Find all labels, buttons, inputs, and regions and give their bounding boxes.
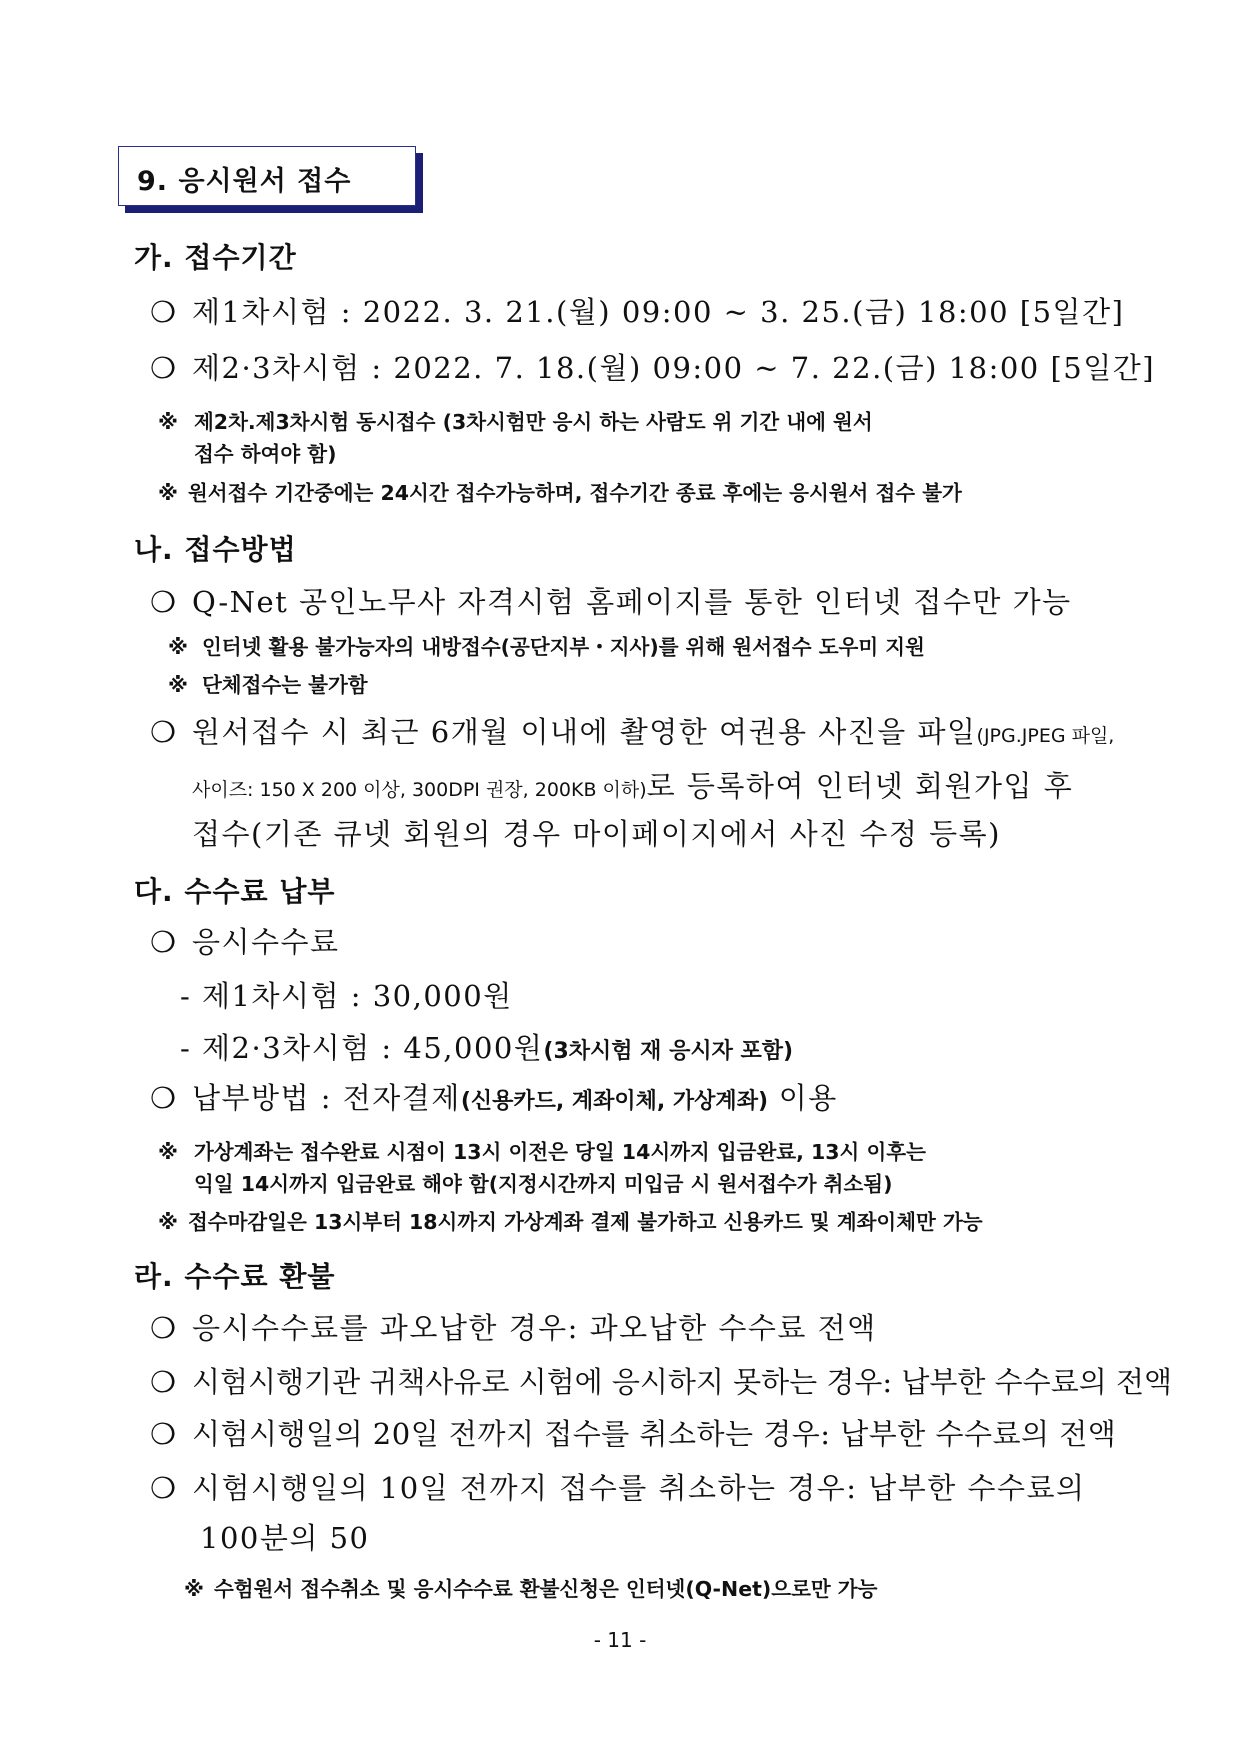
heading-fee-refund: 라. 수수료 환불 (134, 1260, 336, 1293)
refund-item-20days: ❍ 시험시행일의 20일 전까지 접수를 취소하는 경우: 납부한 수수료의 전액 (150, 1417, 1117, 1451)
note-24h: ※ 원서접수 기간중에는 24시간 접수가능하며, 접수기간 종료 후에는 응시원서 접수 불가 (158, 481, 962, 505)
reference-mark-icon: ※ (158, 1210, 178, 1234)
circle-bullet-icon: ❍ (150, 295, 178, 329)
section-title-box (118, 146, 416, 206)
note-simultaneous: ※ 제2차.제3차시험 동시접수 (3차시험만 응시 하는 사람도 위 기간 내에 원서 (158, 410, 873, 434)
note-no-group: ※ 단체접수는 불가함 (168, 673, 368, 697)
circle-bullet-icon: ❍ (150, 715, 178, 749)
heading-application-method: 나. 접수방법 (134, 533, 297, 566)
list-item-photo-cont: 사이즈: 150 X 200 이상, 300DPI 권장, 200KB 이하)로 등록하여 인터넷 회원가입 후 (192, 769, 1074, 803)
note-virtual-account-cont: 익일 14시까지 입금완료 해야 함(지정시간까지 미입금 시 원서접수가 취소됨) (194, 1172, 893, 1196)
heading-fee-payment: 다. 수수료 납부 (134, 875, 336, 908)
circle-bullet-icon: ❍ (150, 351, 178, 385)
reference-mark-icon: ※ (158, 1140, 178, 1164)
note-virtual-account: ※ 가상계좌는 접수완료 시점이 13시 이전은 당일 14시까지 입금완료, 13시 이후는 (158, 1140, 926, 1164)
refund-item-10days: ❍ 시험시행일의 10일 전까지 접수를 취소하는 경우: 납부한 수수료의 (150, 1471, 1086, 1505)
reference-mark-icon: ※ (168, 635, 188, 659)
circle-bullet-icon: ❍ (150, 1311, 178, 1345)
list-item-exam-fee: ❍ 응시수수료 (150, 925, 340, 959)
section-title: 9. 응시원서 접수 (137, 166, 352, 197)
note-visit-help: ※ 인터넷 활용 불가능자의 내방접수(공단지부・지사)를 위해 원서접수 도우미 지원 (168, 635, 925, 659)
note-refund-online: ※ 수험원서 접수취소 및 응시수수료 환불신청은 인터넷(Q-Net)으로만 가능 (184, 1577, 878, 1601)
list-item-photo: ❍ 원서접수 시 최근 6개월 이내에 촬영한 여권용 사진을 파일(JPG.JPEG 파일, (150, 715, 1115, 749)
fee-exam23: - 제2·3차시험 : 45,000원(3차시험 재 응시자 포함) (180, 1031, 794, 1065)
circle-bullet-icon: ❍ (150, 1365, 176, 1399)
note-deadline-day: ※ 접수마감일은 13시부터 18시까지 가상계좌 결제 불가하고 신용카드 및 계좌이체만 가능 (158, 1210, 983, 1234)
circle-bullet-icon: ❍ (150, 925, 178, 959)
list-item-photo-cont2: 접수(기존 큐넷 회원의 경우 마이페이지에서 사진 수정 등록) (192, 817, 1001, 851)
circle-bullet-icon: ❍ (150, 1417, 177, 1451)
list-item-exam23-period: ❍ 제2·3차시험 : 2022. 7. 18.(월) 09:00 ~ 7. 22.(금) 18:00 [5일간] (150, 351, 1156, 385)
reference-mark-icon: ※ (158, 481, 178, 505)
refund-item-overpaid: ❍ 응시수수료를 과오납한 경우: 과오납한 수수료 전액 (150, 1311, 877, 1345)
list-item-payment-method: ❍ 납부방법 : 전자결제(신용카드, 계좌이체, 가상계좌) 이용 (150, 1081, 838, 1115)
note-simultaneous-cont: 접수 하여야 함) (194, 442, 337, 466)
circle-bullet-icon: ❍ (150, 1471, 178, 1505)
refund-item-10days-cont: 100분의 50 (200, 1521, 370, 1555)
reference-mark-icon: ※ (168, 673, 188, 697)
list-item-exam1-period: ❍ 제1차시험 : 2022. 3. 21.(월) 09:00 ~ 3. 25.(금) 18:00 [5일간] (150, 295, 1125, 329)
page-number: - 11 - (593, 1628, 647, 1652)
reference-mark-icon: ※ (184, 1577, 204, 1601)
circle-bullet-icon: ❍ (150, 1081, 178, 1115)
fee-exam1: - 제1차시험 : 30,000원 (180, 979, 513, 1013)
reference-mark-icon: ※ (158, 410, 178, 434)
circle-bullet-icon: ❍ (150, 585, 178, 619)
heading-application-period: 가. 접수기간 (134, 241, 297, 274)
list-item-qnet-only: ❍ Q-Net 공인노무사 자격시험 홈페이지를 통한 인터넷 접수만 가능 (150, 585, 1072, 619)
refund-item-agency-fault: ❍ 시험시행기관 귀책사유로 시험에 응시하지 못하는 경우: 납부한 수수료의 전액 (150, 1365, 1172, 1399)
